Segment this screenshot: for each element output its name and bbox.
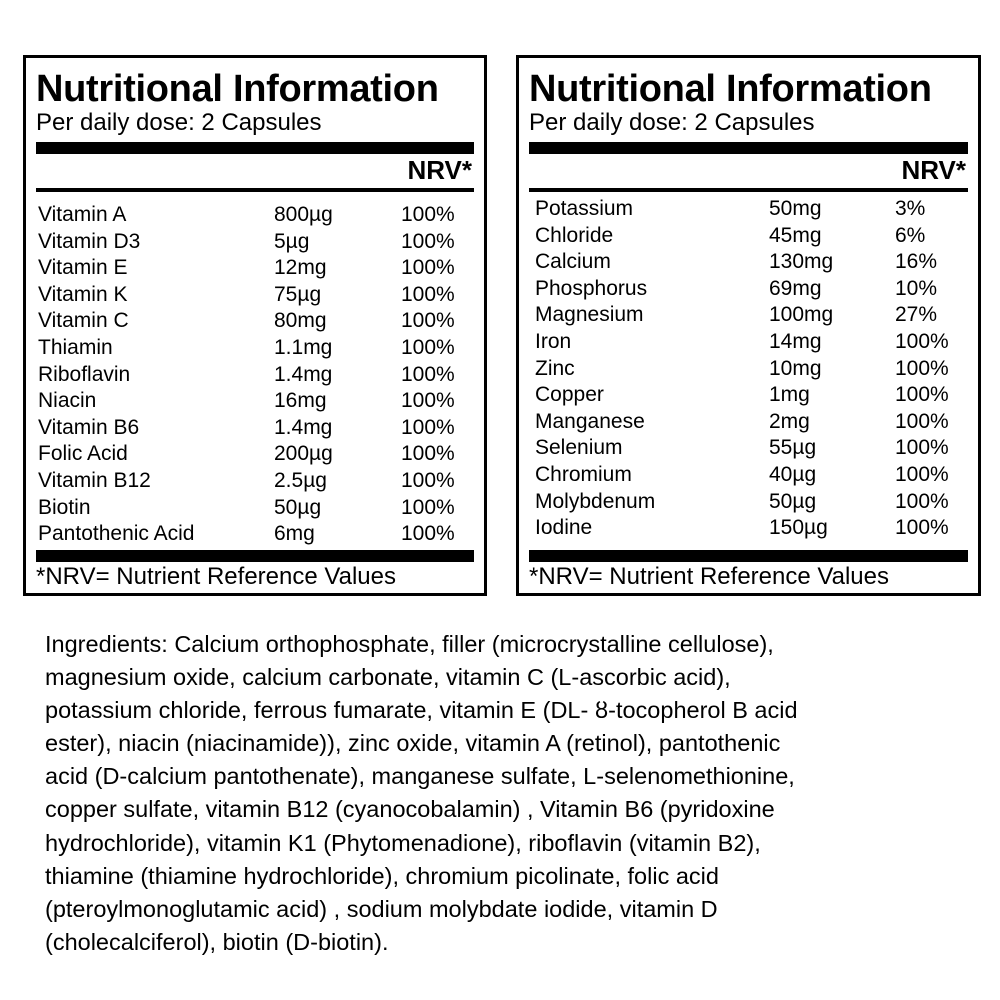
daily-dose-label: Per daily dose: 2 Capsules (36, 109, 322, 136)
nutrient-amount: 1mg (769, 383, 810, 407)
divider-thick (36, 142, 474, 154)
nutrient-nrv: 100% (895, 329, 949, 353)
nutrient-row (38, 441, 474, 468)
nutrient-row (531, 356, 968, 383)
nutrient-name: Pantothenic Acid (38, 522, 195, 546)
nutrient-name: Vitamin C (38, 309, 129, 333)
nutrient-amount: 6mg (274, 522, 315, 546)
nutrient-amount: 100mg (769, 303, 834, 327)
ingredients-line: hydrochloride), vitamin K1 (Phytomenadione), riboflavin (vitamin B2), (45, 829, 761, 856)
nutrient-row (531, 329, 968, 356)
nutrient-table (531, 196, 968, 542)
nutrient-amount: 50mg (769, 197, 822, 220)
nutrient-amount: 5µg (274, 229, 310, 253)
nutrient-nrv: 16% (895, 250, 938, 274)
nutrient-amount: 45mg (769, 223, 822, 247)
nutrient-row (38, 521, 474, 548)
nutrient-row (38, 282, 474, 309)
nutrient-amount: 1.4mg (274, 415, 333, 439)
divider-thick (36, 550, 474, 562)
nutrient-nrv: 100% (895, 383, 949, 407)
nutrient-amount: 55µg (769, 436, 817, 460)
nutrient-row (531, 302, 968, 329)
nutrient-amount: 80mg (274, 309, 327, 333)
divider-thick (529, 142, 968, 154)
nutrient-nrv: 100% (401, 335, 455, 359)
nutrient-amount: 2mg (769, 409, 810, 433)
nutrient-nrv: 100% (401, 229, 455, 253)
nutrient-row (531, 276, 968, 303)
nutrient-amount: 10mg (769, 356, 822, 380)
nutrient-table (38, 202, 474, 548)
nutrient-name: Vitamin B6 (38, 415, 140, 439)
nutrition-panel-minerals (516, 55, 981, 596)
nutrient-row (531, 249, 968, 276)
nutrition-panel-vitamins (23, 55, 487, 596)
ingredients-line: acid (D-calcium pantothenate), manganese sulfate, L-selenomethionine, (45, 763, 795, 790)
nutrient-nrv: 100% (401, 203, 455, 226)
nutrient-name: Zinc (535, 356, 575, 380)
nutrient-row (531, 515, 968, 542)
ingredients-line: ester), niacin (niacinamide)), zinc oxide, vitamin A (retinol), pantothenic (45, 730, 781, 757)
nutrient-amount: 800µg (274, 203, 333, 226)
ingredients-line: thiamine (thiamine hydrochloride), chromium picolinate, folic acid (45, 862, 719, 889)
nutrient-name: Calcium (535, 250, 611, 274)
nutrient-row (38, 308, 474, 335)
nutrient-amount: 200µg (274, 442, 333, 466)
nutrient-name: Selenium (535, 436, 623, 460)
nutrient-name: Molybdenum (535, 489, 656, 513)
nutrient-name: Vitamin K (38, 282, 128, 306)
nutrient-nrv: 100% (895, 489, 949, 513)
nutrient-name: Niacin (38, 389, 97, 413)
nutrient-row (38, 388, 474, 415)
nutrient-row (531, 223, 968, 250)
divider-thin (529, 188, 968, 192)
nutrient-nrv: 100% (401, 522, 455, 546)
nutrient-row (531, 462, 968, 489)
nutrient-name: Vitamin D3 (38, 229, 141, 253)
nutrient-row (531, 489, 968, 516)
nutrient-nrv: 100% (895, 516, 949, 540)
nutrient-nrv: 100% (401, 362, 455, 386)
divider-thick (529, 550, 968, 562)
nutrient-row (38, 362, 474, 389)
nutrient-name: Copper (535, 383, 604, 407)
nutrient-amount: 12mg (274, 256, 327, 280)
nutrient-nrv: 3% (895, 197, 926, 220)
nutrient-row (38, 202, 474, 229)
ingredients-line: (cholecalciferol), biotin (D-biotin). (45, 928, 389, 955)
ingredients-line: magnesium oxide, calcium carbonate, vitamin C (L-ascorbic acid), (45, 664, 731, 691)
nutrient-nrv: 6% (895, 223, 926, 247)
nutrient-name: Chloride (535, 223, 614, 247)
nutrient-name: Potassium (535, 197, 634, 220)
nutrient-nrv: 100% (401, 282, 455, 306)
nutrient-name: Vitamin E (38, 256, 128, 280)
ingredients-line: Ingredients: Calcium orthophosphate, filler (microcrystalline cellulose), (45, 631, 774, 657)
nutrient-amount: 40µg (769, 462, 817, 486)
nutrient-row (38, 229, 474, 256)
nutrient-nrv: 100% (401, 389, 455, 413)
nutrient-nrv: 100% (401, 442, 455, 466)
nutrient-amount: 75µg (274, 282, 322, 306)
nutrient-amount: 50µg (274, 495, 322, 519)
nutrient-name: Riboflavin (38, 362, 131, 386)
ingredients-line: potassium chloride, ferrous fumarate, vitamin E (DL- ȣ-tocopherol B acid (45, 697, 798, 724)
nutrient-name: Manganese (535, 409, 645, 433)
panel-title: Nutritional Information (529, 68, 932, 110)
ingredients-line: (pteroylmonoglutamic acid) , sodium molybdate iodide, vitamin D (45, 895, 718, 922)
nutrient-amount: 50µg (769, 489, 817, 513)
nutrient-nrv: 100% (895, 462, 949, 486)
nrv-footnote: *NRV= Nutrient Reference Values (529, 563, 889, 590)
nutrient-name: Phosphorus (535, 276, 648, 300)
nutrient-nrv: 100% (401, 256, 455, 280)
nrv-column-header: NRV* (901, 155, 966, 185)
daily-dose-label: Per daily dose: 2 Capsules (529, 109, 815, 136)
nutrient-row (531, 382, 968, 409)
nutrient-row (38, 335, 474, 362)
nutrient-nrv: 100% (895, 436, 949, 460)
nrv-column-header: NRV* (407, 155, 472, 185)
nutrient-name: Thiamin (38, 335, 113, 359)
nutrient-amount: 1.1mg (274, 335, 333, 359)
nutrient-amount: 2.5µg (274, 468, 327, 492)
nutrient-nrv: 100% (401, 309, 455, 333)
nutrient-name: Iodine (535, 516, 593, 540)
nutrient-row (38, 255, 474, 282)
nutrient-nrv: 100% (895, 356, 949, 380)
nutrient-row (531, 435, 968, 462)
nutrient-amount: 69mg (769, 276, 822, 300)
nutrient-nrv: 100% (401, 468, 455, 492)
nutrient-nrv: 10% (895, 276, 938, 300)
nutrient-nrv: 100% (401, 415, 455, 439)
nutrient-amount: 150µg (769, 516, 828, 540)
nutrient-nrv: 100% (401, 495, 455, 519)
nutrient-name: Magnesium (535, 303, 644, 327)
panel-title: Nutritional Information (36, 68, 439, 110)
nutrient-name: Folic Acid (38, 442, 128, 466)
ingredients-paragraph (45, 628, 975, 959)
divider-thin (36, 188, 474, 192)
nutrient-nrv: 100% (895, 409, 949, 433)
nutrient-name: Chromium (535, 462, 632, 486)
nutrient-row (38, 468, 474, 495)
nutrient-name: Iron (535, 329, 572, 353)
nutrient-row (38, 415, 474, 442)
nutrient-nrv: 27% (895, 303, 938, 327)
nutrient-amount: 16mg (274, 389, 327, 413)
nutrient-row (531, 409, 968, 436)
nutrient-amount: 130mg (769, 250, 834, 274)
nutrient-name: Vitamin B12 (38, 468, 151, 492)
nrv-footnote: *NRV= Nutrient Reference Values (36, 563, 396, 590)
ingredients-line: copper sulfate, vitamin B12 (cyanocobalamin) , Vitamin B6 (pyridoxine (45, 796, 775, 823)
nutrient-amount: 14mg (769, 329, 822, 353)
nutrient-row (38, 495, 474, 522)
nutrient-name: Vitamin A (38, 203, 127, 226)
nutrient-name: Biotin (38, 495, 91, 519)
nutrient-row (531, 196, 968, 223)
nutrient-amount: 1.4mg (274, 362, 333, 386)
